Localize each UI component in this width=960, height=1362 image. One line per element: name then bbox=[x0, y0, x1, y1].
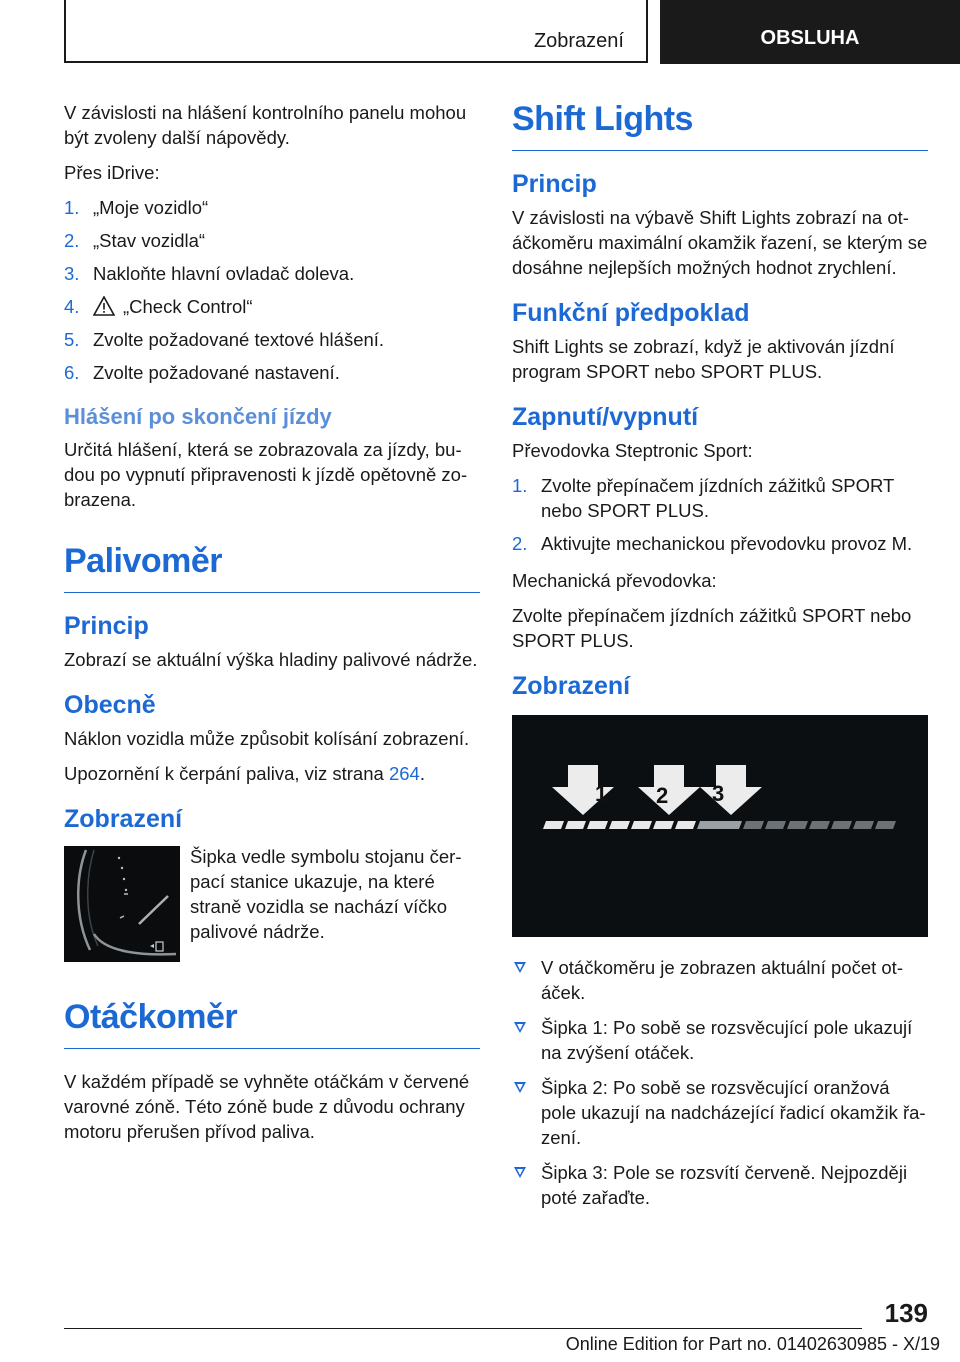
on-off-heading: Zapnutí/vypnutí bbox=[512, 403, 699, 431]
manual-label: Mechanická převodovka: bbox=[512, 570, 717, 591]
left-column bbox=[64, 100, 480, 1154]
end-of-trip-text: Určitá hlášení, která se zobrazovala za jízdy, budou po vypnutí připravenosti k jízdě opětovně zobrazena. bbox=[64, 439, 468, 510]
intro-paragraph: V závislosti na hlášení kontrolního panelu mohou být zvoleny další nápovědy. bbox=[64, 102, 467, 148]
idrive-steps-list bbox=[64, 195, 480, 385]
triangle-bullet-icon bbox=[514, 1167, 526, 1178]
triangle-bullet-icon bbox=[514, 962, 526, 973]
fuel-general-text: Náklon vozidla může způsobit kolísání zobrazení. bbox=[64, 728, 470, 749]
via-idrive-label: Přes iDrive: bbox=[64, 162, 160, 183]
list-item: Šipka 3: Pole se rozsvítí červeně. Nejpozději poté zařaďte. bbox=[512, 1160, 928, 1210]
triangle-bullet-icon bbox=[514, 1082, 526, 1093]
footer-edition: Online Edition for Part no. 01402630985 - X/19 bbox=[565, 1334, 940, 1354]
shift-principle-text: V závislosti na výbavě Shift Lights zobrazí na otáčkoměru maximální okamžik řazení, se kterým se dosáhne nejlepších možných hodnot zrychlení. bbox=[512, 207, 928, 278]
list-item: 2. Aktivujte mechanickou převodovku provoz M. bbox=[512, 533, 913, 554]
display-explanation-list bbox=[512, 955, 928, 1210]
header-section-box bbox=[64, 0, 648, 63]
list-item: 1. „Moje vozidlo“ bbox=[64, 197, 209, 218]
page-link[interactable]: 264 bbox=[388, 763, 420, 784]
arrow-3 bbox=[700, 765, 762, 815]
list-item: 6. Zvolte požadované nastavení. bbox=[64, 362, 340, 383]
fuel-display-block bbox=[64, 844, 480, 964]
refuel-reference: Upozornění k čerpání paliva, viz strana 264. bbox=[64, 763, 425, 784]
shift-display-heading: Zobrazení bbox=[512, 672, 631, 700]
right-column bbox=[512, 100, 928, 1220]
steptronic-steps-list bbox=[512, 473, 928, 556]
shift-lights-image bbox=[512, 715, 928, 937]
precondition-heading: Funkční předpoklad bbox=[512, 299, 750, 327]
shift-lights-heading: Shift Lights bbox=[512, 100, 928, 151]
shift-light-segments bbox=[543, 821, 896, 829]
manual-text: Zvolte přepínačem jízdních zážitků SPORT nebo SPORT PLUS. bbox=[512, 605, 912, 651]
fuel-general-heading: Obecně bbox=[64, 691, 156, 719]
shift-principle-heading: Princip bbox=[512, 170, 597, 198]
list-item: V otáčkoměru je zobrazen aktuální počet otáček. bbox=[512, 955, 928, 1005]
fuel-gauge-image bbox=[64, 846, 180, 962]
tachometer-text: V každém případě se vyhněte otáčkám v červené varovné zóně. Této zóně bude z důvodu ochrany motoru přerušen přívod paliva. bbox=[64, 1071, 470, 1142]
arrow-1 bbox=[552, 765, 614, 815]
precondition-text: Shift Lights se zobrazí, když je aktivován jízdní program SPORT nebo SPORT PLUS. bbox=[512, 336, 895, 382]
list-item: Šipka 2: Po sobě se rozsvěcující oranžová pole ukazují na nadcházející řadicí okamžik řazení. bbox=[512, 1075, 928, 1150]
list-item: 2. „Stav vozidla“ bbox=[64, 230, 206, 251]
fuel-display-heading: Zobrazení bbox=[64, 805, 183, 833]
triangle-bullet-icon bbox=[514, 1022, 526, 1033]
arrow-label: 2 bbox=[656, 783, 669, 808]
list-item: Šipka 1: Po sobě se rozsvěcující pole ukazují na zvýšení otáček. bbox=[512, 1015, 928, 1065]
fuel-display-text: Šipka vedle symbolu stojanu čerpací stanice ukazuje, na které straně vozidla se nachází víčko palivové nádrže. bbox=[190, 846, 462, 942]
end-of-trip-heading: Hlášení po skončení jízdy bbox=[64, 404, 332, 429]
arrow-label: 1 bbox=[595, 781, 608, 806]
list-item: 3. Nakloňte hlavní ovladač doleva. bbox=[64, 263, 355, 284]
footer-divider bbox=[64, 1328, 862, 1329]
arrow-2 bbox=[638, 765, 700, 815]
page-header bbox=[0, 0, 960, 66]
list-item: 5. Zvolte požadované textové hlášení. bbox=[64, 329, 385, 350]
fuel-gauge-heading: Palivoměr bbox=[64, 542, 480, 593]
header-section-title: Zobrazení bbox=[533, 30, 624, 52]
tachometer-heading: Otáčkoměr bbox=[64, 998, 480, 1049]
fuel-principle-text: Zobrazí se aktuální výška hladiny palivové nádrže. bbox=[64, 649, 478, 670]
warning-icon bbox=[93, 296, 115, 316]
steptronic-label: Převodovka Steptronic Sport: bbox=[512, 440, 753, 461]
page-number: 139 bbox=[884, 1298, 928, 1328]
arrow-label: 3 bbox=[712, 781, 725, 806]
list-item: 1. Zvolte přepínačem jízdních zážitků SPORT nebo SPORT PLUS. bbox=[512, 475, 895, 521]
fuel-principle-heading: Princip bbox=[64, 612, 149, 640]
list-item: 4. „Check Control“ bbox=[64, 296, 253, 317]
header-chapter-tab: OBSLUHA bbox=[660, 0, 960, 64]
